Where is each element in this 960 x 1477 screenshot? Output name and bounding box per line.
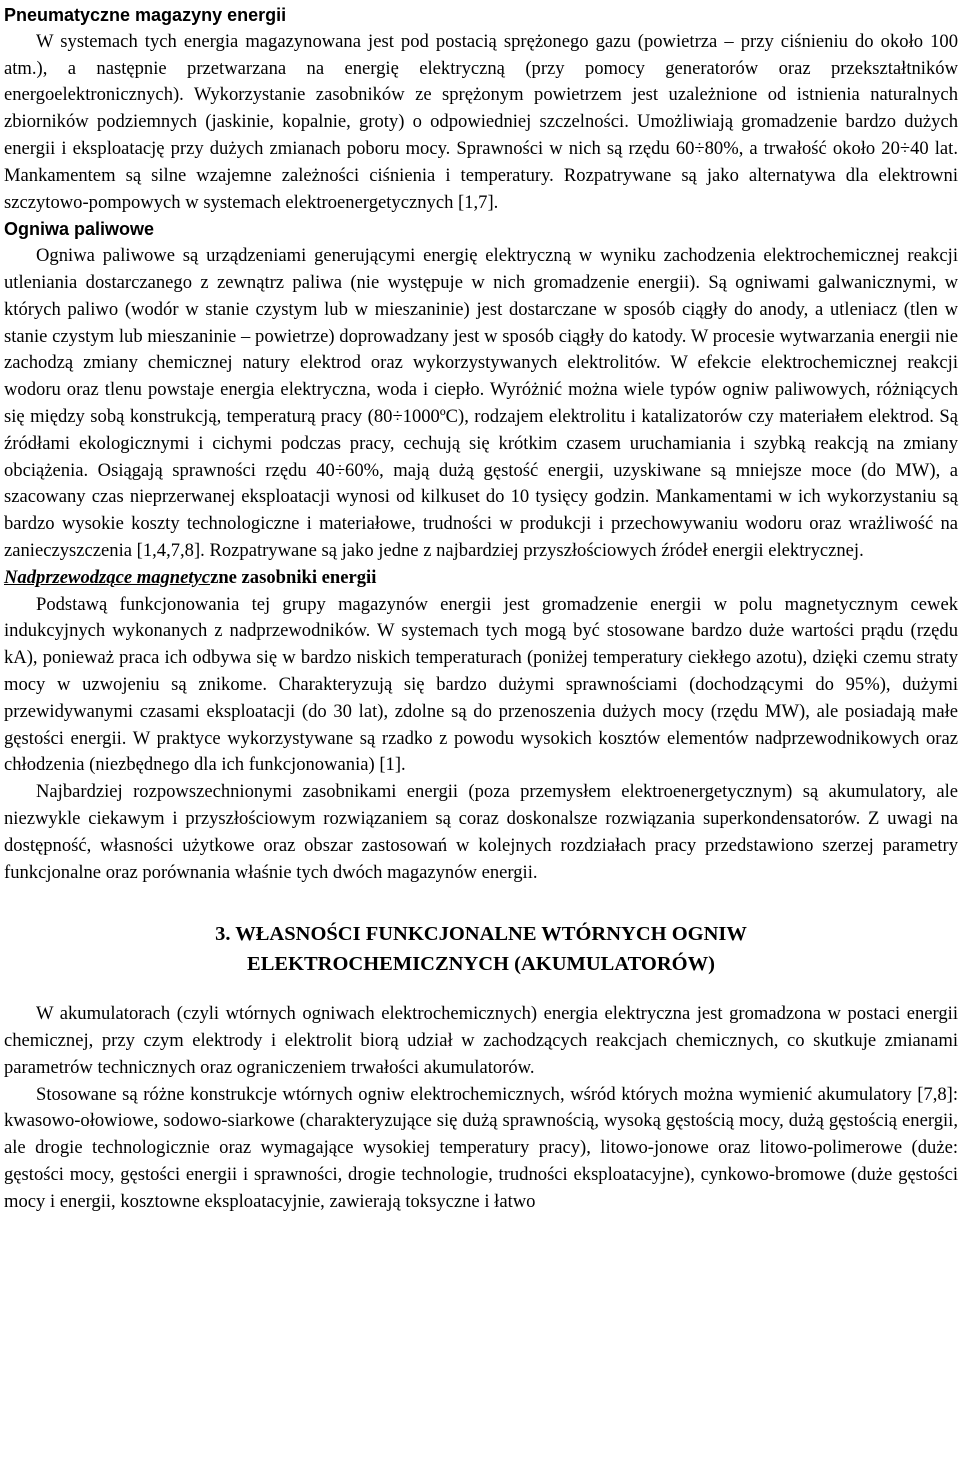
heading-rest-part: zne zasobniki energii xyxy=(210,566,377,588)
heading-italic-part: Nadprzewodzące magnetyc xyxy=(4,566,211,588)
paragraph-superconducting-1: Podstawą funkcjonowania tej grupy magazynów energii jest gromadzenie energii w polu magnetycznym cewek indukcyjnych wykonanych z nadprzewodników. W systemach tych mogą być stosowane bardzo duże wartości prądu (rzędu kA), ponieważ praca ich odbywa się w bardzo niskich temperaturach (poniżej temperatury ciekłego azotu), dzięki czemu straty mocy w uzwojeniu są znikome. Charakteryzują się bardzo dużymi sprawnościami (dochodzącymi do 95%), dużymi przewidywanymi czasami eksploatacji (do 30 lat), zdolne są do przenoszenia dużych mocy (rzędu MW), ale posiadają małe gęstości energii. W praktyce wykorzystywane są rzadko z powodu wysokich kosztów elementów nadprzewodnikowych oraz chłodzenia (niezbędnego dla ich funkcjonowania) [1]. xyxy=(4,593,958,776)
paragraph-pneumatic: W systemach tych energia magazynowana jest pod postacią sprężonego gazu (powietrza – przy ciśnieniu do około 100 atm.), a następnie przetwarzana na energię elektryczną (przy pomocy generatorów oraz przekształtników energoelektronicznych). Wykorzystanie zasobników ze sprężonym powietrzem jest uzależnione od istnienia naturalnych zbiorników podziemnych (jaskinie, kopalnie, groty) o odpowiedniej szczelności. Umożliwiają gromadzenie bardzo dużych energii i eksploatację przy dużych zmianach poboru mocy. Sprawności w nich są rzędu 60÷80%, a trwałość około 20÷40 lat. Mankamentem są silne wzajemne zależności ciśnienia i temperatury. Rozpatrywane są jako alternatywa dla elektrowni szczytowo-pompowych w systemach elektroenergetycznych [1,7]. xyxy=(4,30,958,213)
paragraph-chapter3-1: W akumulatorach (czyli wtórnych ogniwach elektrochemicznych) energia elektryczna jest gromadzona w postaci energii chemicznej, przy czym elektrody i elektrolit biorą udział w zachodzących reakcjach chemicznych, co skutkuje zmianami parametrów technicznych oraz ograniczeniem trwałości akumulatorów. xyxy=(4,1003,958,1078)
section-heading-superconducting xyxy=(4,565,958,592)
section-heading-fuel-cells: Ogniwa paliwowe xyxy=(4,219,155,240)
paragraph-superconducting-2: Najbardziej rozpowszechnionymi zasobnikami energii (poza przemysłem elektroenergetycznym) są akumulatory, ale niezwykle ciekawym i przyszłościowym rozwiązaniem są coraz doskonalsze rozwiązania superkondensatorów. Z uwagi na dostępność, własności użytkowe oraz obszar zastosowań w kolejnych rozdziałach pracy przedstawiono szerzej parametry funkcjonalne oraz porównania właśnie tych dwóch magazynów energii. xyxy=(4,781,958,883)
paragraph-chapter3-2: Stosowane są różne konstrukcje wtórnych ogniw elektrochemicznych, wśród których można wymienić akumulatory [7,8]: kwasowo-ołowiowe, sodowo-siarkowe (charakteryzujące się dużą sprawnością, wysoką gęstością mocy, dużą gęstością energii, ale drogie technologicznie oraz wymagające wysokiej temperatury pracy), litowo-jonowe oraz litowo-polimerowe (duże: gęstości mocy, gęstości energii i sprawności, drogie technologie, trudności eksploatacyjne), cynkowo-bromowe (duże gęstości mocy i energii, kosztowne eksploatacyjnie, zawierają toksyczne i łatwo xyxy=(4,1083,958,1212)
paragraph-fuel-cells: Ogniwa paliwowe są urządzeniami generującymi energię elektryczną w wyniku zachodzenia elektrochemicznej reakcji utleniania dostarczanego z zewnątrz paliwa (nie występuje w nich gromadzenie energii). Są ogniwami galwanicznymi, w których paliwo (wodór w stanie czystym lub w mieszaninie) jest dostarczane w sposób ciągły do anody, a utleniacz (tlen w stanie czystym lub mieszaninie – powietrze) doprowadzany jest w sposób ciągły do katody. W procesie wytwarzania energii nie zachodzą zmiany chemicznej natury elektrod oraz wykorzystywanych elektrolitów. W efekcie elektrochemicznej reakcji wodoru oraz tlenu powstaje energia elektryczna, woda i ciepło. Wyróżnić można wiele typów ogniw paliwowych, różniących się między sobą konstrukcją, temperaturą pracy (80÷1000ºC), rodzajem elektrolitu i katalizatorów czy materiałem elektrod. Są źródłami ekologicznymi i cichymi podczas pracy, cechują się krótkim czasem uruchamiania i szybką reakcją na zmiany obciążenia. Osiągają sprawności rzędu 40÷60%, mają dużą gęstość energii, uzyskiwane są mniejsze moce (do MW), a szacowany czas nieprzerwanej eksploatacji wynosi od kilkuset do 10 tysięcy godzin. Mankamentami w ich wykorzystaniu są bardzo wysokie koszty technologiczne i materiałowe, trudności w produkcji i przechowywaniu wodoru oraz wrażliwość na zanieczyszczenia [1,4,7,8]. Rozpatrywane są jako jedne z najbardziej przyszłościowych źródeł energii elektrycznej. xyxy=(4,245,958,561)
chapter-title-line-1: 3. WŁASNOŚCI FUNKCJONALNE WTÓRNYCH OGNIW xyxy=(215,923,747,946)
section-heading-pneumatic: Pneumatyczne magazyny energii xyxy=(4,5,287,25)
chapter-title xyxy=(4,919,958,979)
chapter-title-line-2: ELEKTROCHEMICZNYCH (AKUMULATORÓW) xyxy=(247,953,715,976)
